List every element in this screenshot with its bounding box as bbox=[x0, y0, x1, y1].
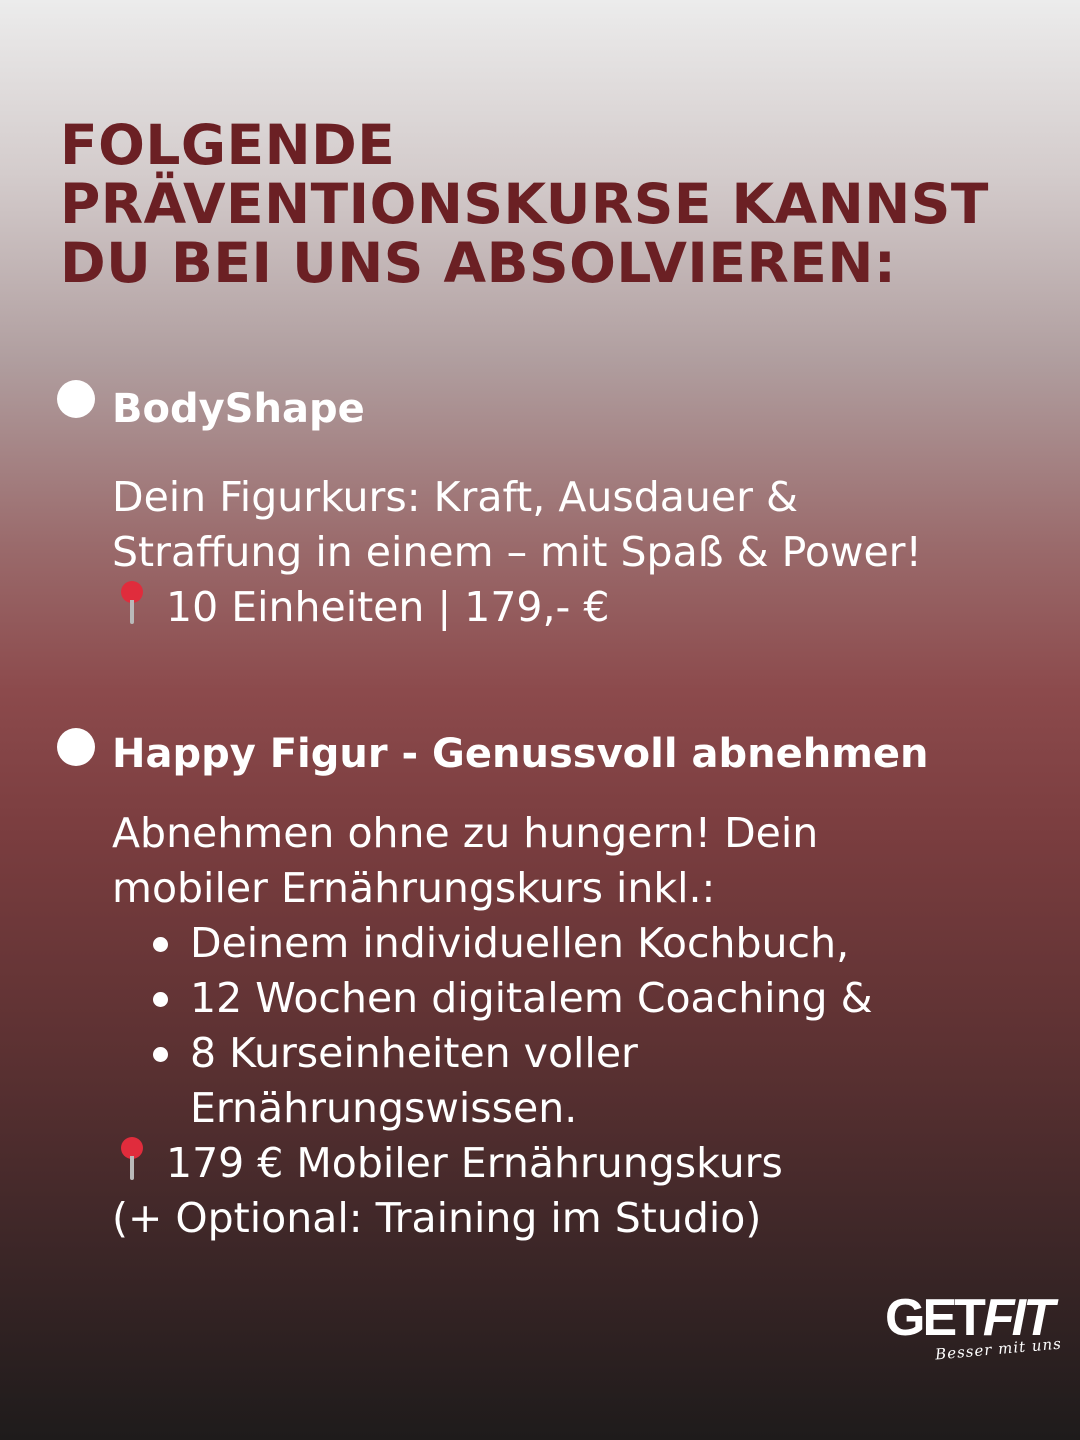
list-item bbox=[190, 1026, 1052, 1136]
optional-note: (+ Optional: Training im Studio) bbox=[112, 1194, 762, 1242]
price-text: 10 Einheiten | 179,- € bbox=[166, 583, 610, 631]
price-line bbox=[112, 580, 1052, 635]
description-line-2: mobiler Ernährungskurs inkl.: bbox=[112, 864, 716, 912]
course-description bbox=[112, 470, 1052, 635]
round-pushpin-icon bbox=[112, 581, 152, 627]
headline-line-3: DU BEI UNS ABSOLVIEREN: bbox=[60, 231, 897, 295]
white-circle-icon bbox=[57, 728, 95, 766]
description-line-1: Dein Figurkurs: Kraft, Ausdauer & bbox=[112, 473, 798, 521]
course-title: Happy Figur - Genussvoll abnehmen bbox=[112, 731, 929, 777]
list-item-text-continued: Ernährungswissen. bbox=[190, 1084, 578, 1132]
logo-tagline: Besser mit uns bbox=[934, 1334, 1063, 1364]
headline-line-1: FOLGENDE bbox=[60, 113, 396, 177]
headline-line-2: PRÄVENTIONSKURSE KANNST bbox=[60, 172, 989, 236]
round-pushpin-icon bbox=[112, 1137, 152, 1183]
course-description bbox=[112, 806, 1052, 1246]
course-title: BodyShape bbox=[112, 386, 365, 432]
price-line bbox=[112, 1136, 1052, 1191]
list-item: 12 Wochen digitalem Coaching & bbox=[190, 971, 1052, 1026]
getfit-logo bbox=[885, 1290, 1065, 1380]
description-line-1: Abnehmen ohne zu hungern! Dein bbox=[112, 809, 819, 857]
white-circle-icon bbox=[57, 380, 95, 418]
list-item: Deinem individuellen Kochbuch, bbox=[190, 916, 1052, 971]
list-item-text: 8 Kurseinheiten voller bbox=[190, 1029, 638, 1077]
description-line-2: Straffung in einem – mit Spaß & Power! bbox=[112, 528, 922, 576]
logo-wordmark: GETFIT bbox=[885, 1289, 1052, 1347]
page-headline bbox=[60, 113, 1040, 295]
price-text: 179 € Mobiler Ernährungskurs bbox=[166, 1139, 783, 1187]
included-list bbox=[112, 916, 1052, 1136]
